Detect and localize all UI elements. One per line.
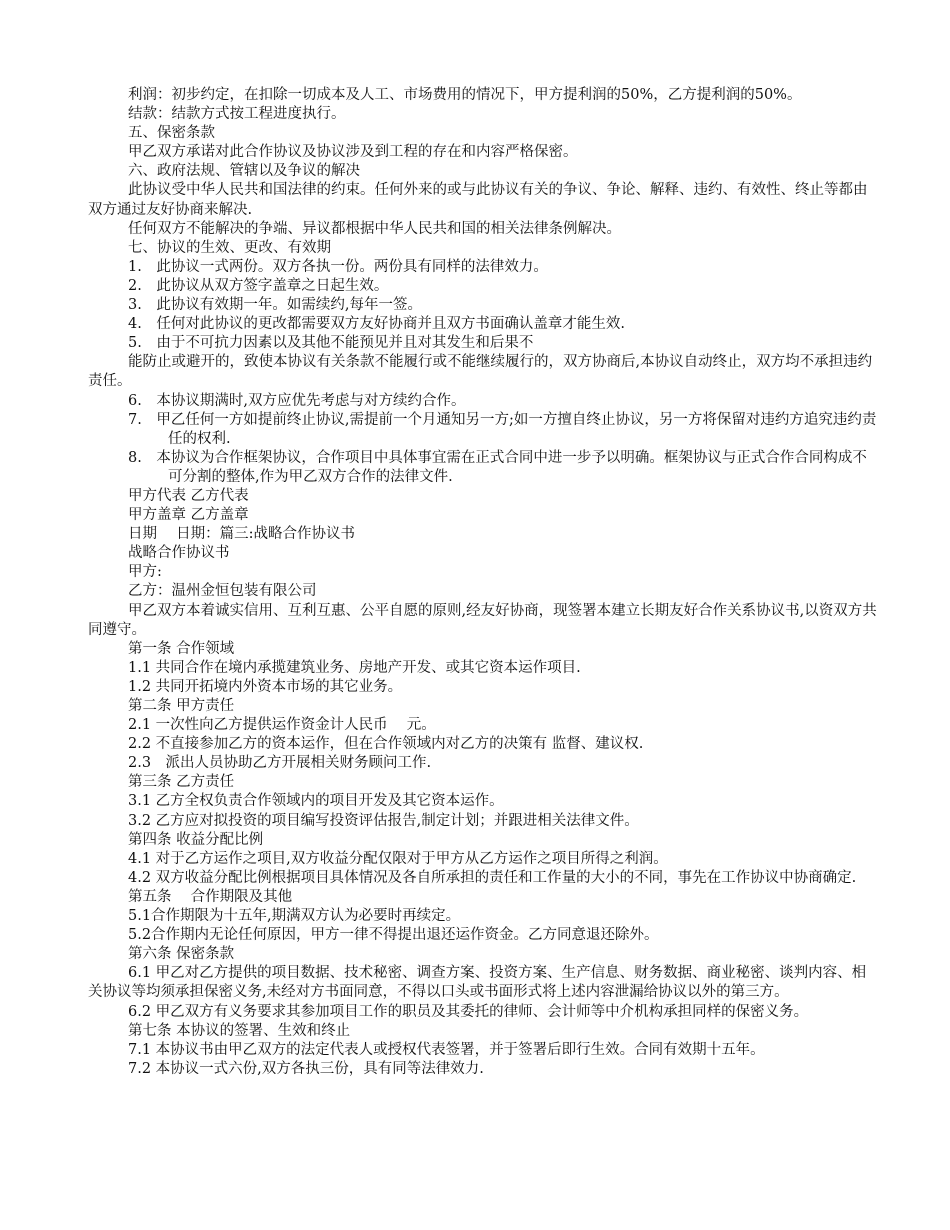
clause-item: 1.2 共同开拓境内外资本市场的其它业务。 — [128, 678, 403, 695]
signature-representatives: 甲方代表 乙方代表 — [128, 487, 249, 504]
clause-item: 6.1 甲乙对乙方提供的项目数据、技术秘密、调查方案、投资方案、生产信息、财务数据、商业秘密、谈判内容、相关协议等均须承担保密义务,未经对方书面同意，不得以口头或书面形式将上述内容泄漏给协议以外的第三方。 — [88, 965, 867, 1001]
article-heading: 第四条 收益分配比例 — [128, 831, 264, 848]
clause-item: 2.1 一次性向乙方提供运作资金计人民币 元。 — [128, 717, 436, 734]
article-heading: 第三条 乙方责任 — [128, 774, 235, 791]
section-heading-validity: 七、协议的生效、更改、有效期 — [128, 239, 331, 256]
clause-item: 1. 此协议一式两份。双方各执一份。两份具有同样的法律效力。 — [128, 258, 548, 275]
article-heading: 第一条 合作领域 — [128, 640, 235, 657]
clause-item: 3. 此协议有效期一年。如需续约,每年一签。 — [128, 297, 422, 314]
clause-item: 7. 甲乙任何一方如提前终止协议,需提前一个月通知另一方;如一方擅自终止协议，另一方将保留对违约方追究违约责任的权利. — [128, 411, 877, 447]
clause-item: 1.1 共同合作在境内承揽建筑业务、房地产开发、或其它资本运作项目. — [128, 659, 581, 676]
clause-item: 7.1 本协议书由甲乙双方的法定代表人或授权代表签署，并于签署后即行生效。合同有效期十五年。 — [128, 1041, 765, 1058]
party-b: 乙方：温州金恒包装有限公司 — [128, 583, 317, 600]
clause-item: 8. 本协议为合作框架协议，合作项目中具体事宜需在正式合同中进一步予以明确。框架协议与正式合作合同构成不可分割的整体,作为甲乙双方合作的法律文件. — [128, 449, 867, 485]
paragraph-confidentiality: 甲乙双方承诺对此合作协议及协议涉及到工程的存在和内容严格保密。 — [128, 144, 578, 161]
clause-item: 2. 此协议从双方签字盖章之日起生效。 — [128, 277, 389, 294]
clause-item: 3.2 乙方应对拟投资的项目编写投资评估报告,制定计划；并跟进相关法律文件。 — [128, 812, 639, 829]
clause-item: 4.2 双方收益分配比例根据项目具体情况及各自所承担的责任和工作量的大小的不同，事先在工作协议中协商确定. — [128, 869, 857, 886]
paragraph-profit: 利润：初步约定，在扣除一切成本及人工、市场费用的情况下，甲方提利润的50%，乙方提利润的50%。 — [128, 87, 802, 103]
paragraph-preamble: 甲乙双方本着诚实信用、互利互惠、公平自愿的原则,经友好协商，现签署本建立长期友好合作关系协议书,以资双方共同遵守。 — [88, 602, 877, 638]
clause-item: 3.1 乙方全权负责合作领域内的项目开发及其它资本运作。 — [128, 793, 504, 810]
paragraph-payment: 结款：结款方式按工程进度执行。 — [128, 106, 346, 123]
clause-item: 2.2 不直接参加乙方的资本运作，但在合作领域内对乙方的决策有 监督、建议权. — [128, 736, 644, 753]
signature-seals: 甲方盖章 乙方盖章 — [128, 507, 249, 524]
article-heading: 第二条 甲方责任 — [128, 698, 235, 714]
article-heading: 第五条 合作期限及其他 — [128, 888, 293, 905]
clause-item: 5. 由于不可抗力因素以及其他不能预见并且对其发生和后果不 — [128, 335, 534, 352]
clause-item: 6.2 甲乙双方有义务要求其参加项目工作的职员及其委托的律师、会计师等中介机构承担同样的保密义务。 — [128, 1003, 809, 1020]
clause-item: 4. 任何对此协议的更改都需要双方友好协商并且双方书面确认盖章才能生效. — [128, 316, 625, 333]
section-heading-confidentiality: 五、保密条款 — [128, 125, 215, 142]
clause-item: 2.3 派出人员协助乙方开展相关财务顾问工作. — [128, 755, 432, 772]
section-heading-law: 六、政府法规、管辖以及争议的解决 — [128, 163, 360, 180]
document-title: 战略合作协议书 — [128, 545, 230, 562]
clause-item: 7.2 本协议一式六份,双方各执三份，具有同等法律效力. — [128, 1060, 484, 1077]
article-heading: 第六条 保密条款 — [128, 946, 235, 963]
document-body — [88, 86, 878, 1079]
clause-item: 5.1合作期限为十五年,期满双方认为必要时再续定。 — [128, 908, 461, 925]
party-a: 甲方: — [128, 564, 162, 581]
signature-dates: 日期 日期：篇三:战略合作协议书 — [128, 526, 355, 543]
clause-item: 6. 本协议期满时,双方应优先考虑与对方续约合作。 — [128, 392, 466, 409]
paragraph-law: 此协议受中华人民共和国法律的约束。任何外来的或与此协议有关的争议、争论、解释、违约、有效性、终止等都由双方通过友好协商来解决. — [88, 182, 868, 218]
clause-item: 5.2合作期内无论任何原因，甲方一律不得提出退还运作资金。乙方同意退还除外。 — [128, 927, 659, 944]
paragraph-disputes: 任何双方不能解决的争端、异议都根据中华人民共和国的相关法律条例解决。 — [128, 220, 621, 237]
clause-item: 4.1 对于乙方运作之项目,双方收益分配仅限对于甲方从乙方运作之项目所得之利润。 — [128, 850, 668, 867]
article-heading: 第七条 本协议的签署、生效和终止 — [128, 1022, 351, 1039]
paragraph-force-majeure: 能防止或避开的，致使本协议有关条款不能履行或不能继续履行的，双方协商后,本协议自动终止，双方均不承担违约责任。 — [88, 354, 873, 390]
